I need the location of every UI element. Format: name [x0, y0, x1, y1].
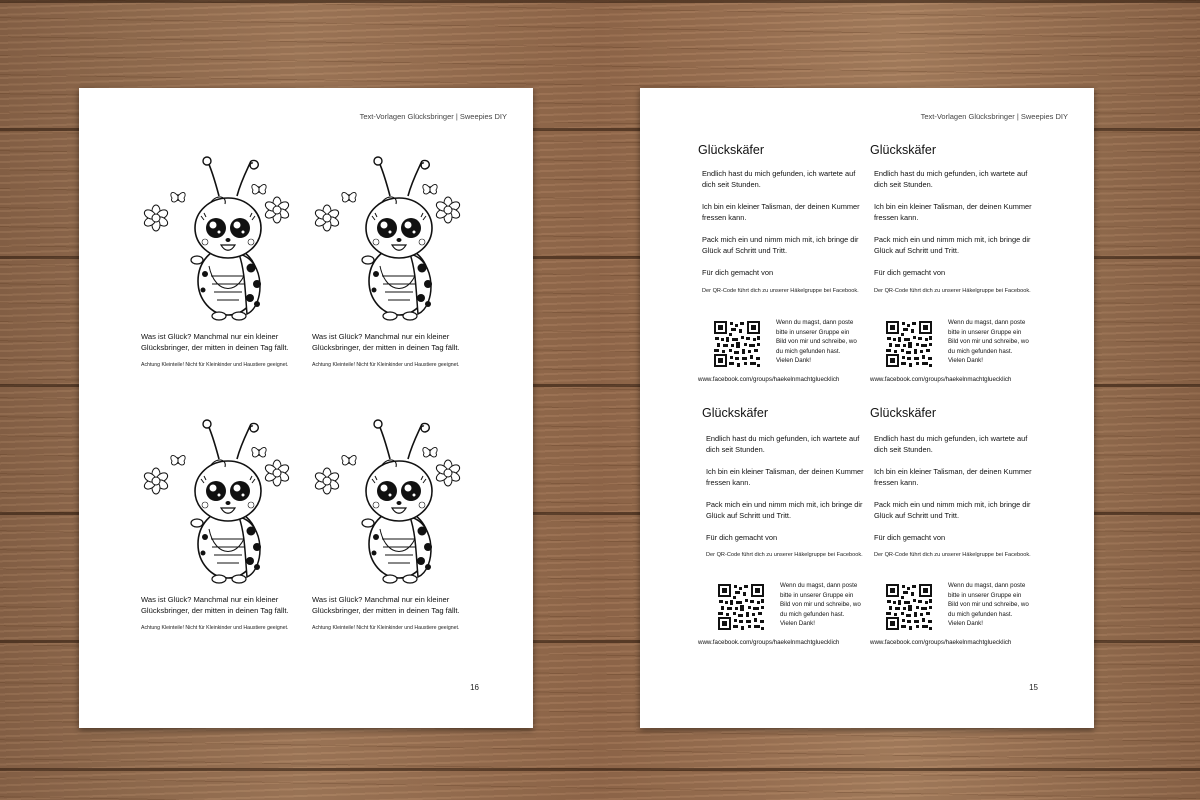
made-for-label: Für dich gemacht von [702, 268, 774, 277]
qr-hint: Der QR-Code führt dich zu unserer Häkelgruppe bei Facebook. [874, 552, 1031, 558]
ladybug-card [141, 419, 316, 659]
verse-1: Endlich hast du mich gefunden, ich wartete auf dich seit Stunden. [874, 434, 1028, 454]
small-parts-warning: Achtung Kleinteile! Nicht für Kleinkinder und Haustiere geeignet. [141, 625, 289, 631]
card-title: Glückskäfer [870, 143, 936, 157]
facebook-link[interactable]: www.facebook.com/groups/haekelnmachtgluecklich [698, 376, 840, 383]
small-parts-warning: Achtung Kleinteile! Nicht für Kleinkinder und Haustiere geeignet. [312, 362, 460, 368]
page-number: 15 [1029, 683, 1038, 692]
lucky-quote: Was ist Glück? Manchmal nur ein kleiner Glücksbringer, der mitten in deinen Tag fällt. [312, 332, 460, 352]
lucky-quote: Was ist Glück? Manchmal nur ein kleiner Glücksbringer, der mitten in deinen Tag fällt. [312, 595, 460, 615]
made-for-label: Für dich gemacht von [706, 533, 778, 542]
qr-note: Wenn du magst, dann poste bitte in unserer Gruppe ein Bild von mir und schreibe, wo du mich gefunden hast. Vielen Dank! [948, 319, 1029, 364]
ladybug-card [312, 156, 487, 396]
left-page [79, 88, 533, 728]
qr-note: Wenn du magst, dann poste bitte in unserer Gruppe ein Bild von mir und schreibe, wo du mich gefunden hast. Vielen Dank! [948, 582, 1029, 627]
ladybug-card [312, 419, 487, 659]
ladybug-illustration [312, 156, 487, 326]
verse-1: Endlich hast du mich gefunden, ich wartete auf dich seit Stunden. [702, 169, 856, 189]
qr-code-icon[interactable] [886, 584, 932, 630]
ladybug-illustration [141, 419, 316, 589]
qr-hint: Der QR-Code führt dich zu unserer Häkelgruppe bei Facebook. [706, 552, 863, 558]
page-number: 16 [470, 683, 479, 692]
page-header: Text-Vorlagen Glücksbringer | Sweepies DIY [359, 112, 507, 121]
card-title: Glückskäfer [870, 406, 936, 420]
qr-note: Wenn du magst, dann poste bitte in unserer Gruppe ein Bild von mir und schreibe, wo du mich gefunden hast. Vielen Dank! [776, 319, 857, 364]
right-page [640, 88, 1094, 728]
qr-hint: Der QR-Code führt dich zu unserer Häkelgruppe bei Facebook. [702, 288, 859, 294]
made-for-label: Für dich gemacht von [874, 268, 946, 277]
text-card [870, 143, 1040, 393]
qr-note: Wenn du magst, dann poste bitte in unserer Gruppe ein Bild von mir und schreibe, wo du mich gefunden hast. Vielen Dank! [780, 582, 861, 627]
lucky-quote: Was ist Glück? Manchmal nur ein kleiner Glücksbringer, der mitten in deinen Tag fällt. [141, 595, 289, 615]
facebook-link[interactable]: www.facebook.com/groups/haekelnmachtgluecklich [870, 376, 1012, 383]
ladybug-illustration [312, 419, 487, 589]
verse-2: Ich bin ein kleiner Talisman, der deinen Kummer fressen kann. [874, 202, 1032, 222]
verse-2: Ich bin ein kleiner Talisman, der deinen Kummer fressen kann. [702, 202, 860, 222]
verse-3: Pack mich ein und nimm mich mit, ich bringe dir Glück auf Schritt und Tritt. [706, 500, 863, 520]
ladybug-illustration [141, 156, 316, 326]
verse-3: Pack mich ein und nimm mich mit, ich bringe dir Glück auf Schritt und Tritt. [874, 500, 1031, 520]
text-card [698, 406, 872, 656]
qr-code-icon[interactable] [718, 584, 764, 630]
verse-2: Ich bin ein kleiner Talisman, der deinen Kummer fressen kann. [874, 467, 1032, 487]
qr-code-icon[interactable] [886, 321, 932, 367]
card-title: Glückskäfer [702, 406, 768, 420]
small-parts-warning: Achtung Kleinteile! Nicht für Kleinkinder und Haustiere geeignet. [141, 362, 289, 368]
made-for-label: Für dich gemacht von [874, 533, 946, 542]
qr-hint: Der QR-Code führt dich zu unserer Häkelgruppe bei Facebook. [874, 288, 1031, 294]
page-header: Text-Vorlagen Glücksbringer | Sweepies DIY [920, 112, 1068, 121]
lucky-quote: Was ist Glück? Manchmal nur ein kleiner Glücksbringer, der mitten in deinen Tag fällt. [141, 332, 289, 352]
verse-1: Endlich hast du mich gefunden, ich wartete auf dich seit Stunden. [874, 169, 1028, 189]
verse-1: Endlich hast du mich gefunden, ich wartete auf dich seit Stunden. [706, 434, 860, 454]
small-parts-warning: Achtung Kleinteile! Nicht für Kleinkinder und Haustiere geeignet. [312, 625, 460, 631]
ladybug-card [141, 156, 316, 396]
verse-3: Pack mich ein und nimm mich mit, ich bringe dir Glück auf Schritt und Tritt. [702, 235, 859, 255]
verse-2: Ich bin ein kleiner Talisman, der deinen Kummer fressen kann. [706, 467, 864, 487]
facebook-link[interactable]: www.facebook.com/groups/haekelnmachtgluecklich [870, 639, 1012, 646]
facebook-link[interactable]: www.facebook.com/groups/haekelnmachtgluecklich [698, 639, 840, 646]
text-card [870, 406, 1040, 656]
card-title: Glückskäfer [698, 143, 764, 157]
text-card [698, 143, 868, 393]
qr-code-icon[interactable] [714, 321, 760, 367]
verse-3: Pack mich ein und nimm mich mit, ich bringe dir Glück auf Schritt und Tritt. [874, 235, 1031, 255]
